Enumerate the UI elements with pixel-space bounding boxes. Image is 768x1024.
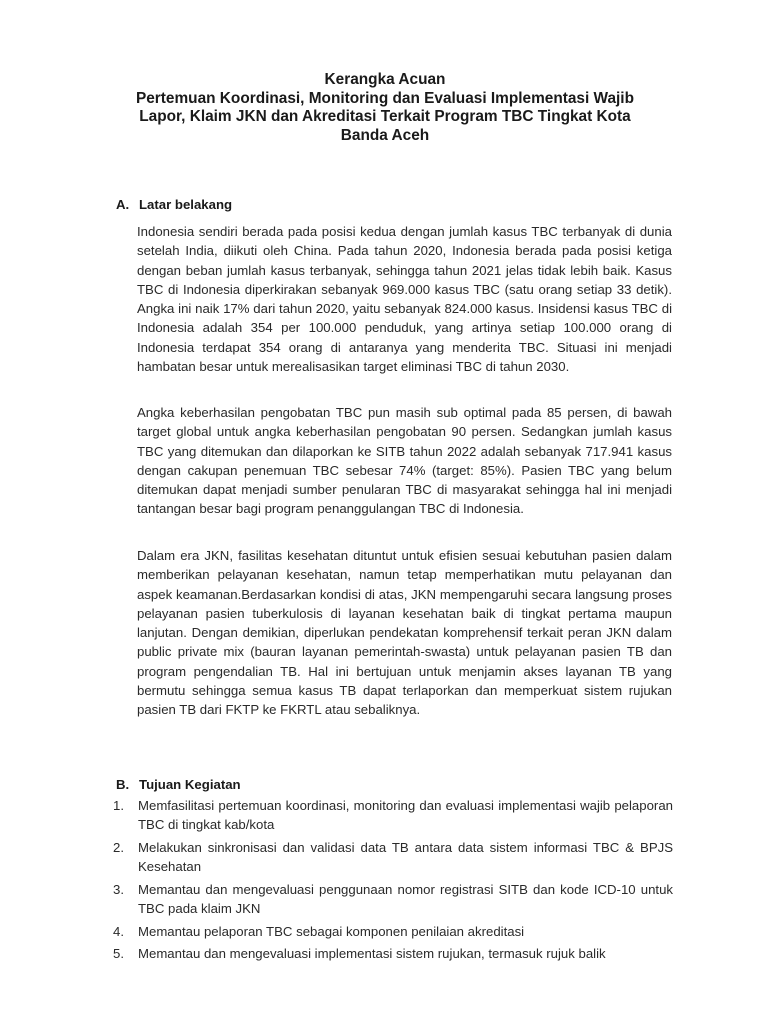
list-item-text: Memantau pelaporan TBC sebagai komponen penilaian akreditasi	[138, 923, 525, 939]
list-item-number: 5.	[113, 946, 124, 962]
list-item	[113, 922, 673, 941]
list-item-text: Melakukan sinkronisasi dan validasi data TB antara data sistem informasi TBC & BPJS Kesehatan	[138, 839, 673, 875]
document-title	[80, 71, 690, 145]
section-b-title: Tujuan Kegiatan	[139, 777, 241, 792]
section-b-letter: B.	[116, 777, 130, 792]
list-item	[113, 880, 673, 919]
paragraph: Indonesia sendiri berada pada posisi kedua dengan jumlah kasus TBC terbanyak di dunia setelah India, diikuti oleh China. Pada tahun 2020, Indonesia berada pada posisi ketiga dengan beban jumlah kasus terbanyak, sehingga tahun 2021 jelas tidak lebih baik. Kasus TBC di Indonesia diperkirakan sebanyak 969.000 kasus TBC (satu orang setiap 33 detik). Angka ini naik 17% dari tahun 2020, yaitu sebanyak 824.000 kasus. Insidensi kasus TBC di Indonesia adalah 354 per 100.000 penduduk, yang artinya setiap 100.000 orang di Indonesia terdapat 354 orang di antaranya yang menderita TBC. Situasi ini menjadi hambatan besar untuk merealisasikan target eliminasi TBC di tahun 2030.	[137, 224, 672, 375]
list-item-number: 2.	[113, 839, 124, 855]
list-item-text: Memantau dan mengevaluasi implementasi sistem rujukan, termasuk rujuk balik	[138, 946, 606, 962]
section-a-heading	[116, 197, 232, 213]
section-b-heading	[116, 777, 241, 793]
title-line-1: Kerangka Acuan	[324, 71, 446, 88]
section-a-letter: A.	[116, 197, 130, 212]
list-item-text: Memfasilitasi pertemuan koordinasi, monitoring dan evaluasi implementasi wajib pelaporan TBC di tingkat kab/kota	[138, 798, 673, 833]
title-line-2: Pertemuan Koordinasi, Monitoring dan Evaluasi Implementasi Wajib	[135, 89, 634, 107]
list-item	[113, 838, 673, 877]
objectives-list	[113, 796, 673, 967]
list-item-number: 4.	[113, 923, 124, 939]
paragraph: Dalam era JKN, fasilitas kesehatan dituntut untuk efisien sesuai kebutuhan pasien dalam memberikan pelayanan kesehatan, namun tetap memperhatikan mutu pelayanan dan aspek keamanan.Berdasarkan kondisi di atas, JKN mempengaruhi secara langsung proses pelayanan pasien tuberkulosis di layanan kesehatan baik di tingkat pertama maupun lanjutan. Dengan demikian, diperlukan pendekatan komprehensif terkait peran JKN dalam public private mix (bauran layanan pemerintah-swasta) untuk pelayanan pasien TB dan program pengendalian TB. Hal ini bertujuan untuk menjamin akses layanan TB yang bermutu sehingga semua kasus TB dapat terlaporkan dan memperkuat sistem rujukan pasien TB dari FKTP ke FKRTL atau sebaliknya.	[137, 548, 672, 718]
list-item	[113, 796, 673, 835]
list-item-number: 1.	[113, 798, 124, 813]
list-item	[113, 944, 673, 963]
section-a-title: Latar belakang	[139, 197, 233, 212]
paragraph: Angka keberhasilan pengobatan TBC pun masih sub optimal pada 85 persen, di bawah target global untuk angka keberhasilan pengobatan 90 persen. Sedangkan jumlah kasus TBC yang ditemukan dan dilaporkan ke SITB tahun 2022 adalah sebanyak 717.941 kasus dengan cakupan penemuan TBC sebesar 74% (target: 85%). Pasien TBC yang belum ditemukan dapat menjadi sumber penularan TBC di masyarakat sehingga hal ini menjadi tantangan besar bagi program penanggulangan TBC di Indonesia.	[137, 405, 672, 517]
list-item-text: Memantau dan mengevaluasi penggunaan nomor registrasi SITB dan kode ICD-10 untuk TBC pada klaim JKN	[138, 881, 673, 917]
list-item-number: 3.	[113, 881, 124, 897]
title-line-3: Lapor, Klaim JKN dan Akreditasi Terkait Program TBC Tingkat Kota	[139, 108, 631, 125]
title-line-4: Banda Aceh	[340, 126, 430, 144]
